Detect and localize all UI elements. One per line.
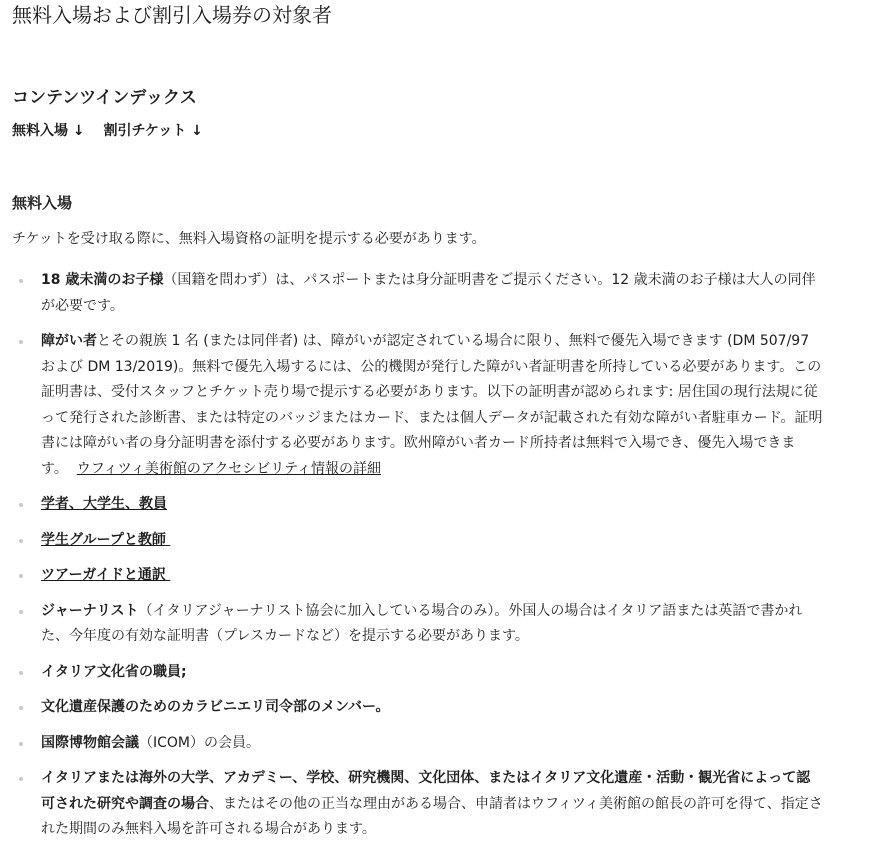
page: [0, 2, 875, 843]
accessibility-info-link[interactable]: ウフィツィ美術館のアクセシビリティ情報の詳細: [76, 460, 382, 477]
list-item-disabled: 障がい者とその親族 1 名 (または同伴者) は、障がいが認定されている場合に限り、無料で優先入場できます (DM 507/97 および DM 13/2019)。無料で優先入場するには、公的機関が発行した障がい者証明書を所持している必要があります。この証明書は、受付スタッフとチケット売り場で提示する必要があります。以下の証明書が認められます: 居住国の現行法規に従って発行された診断書、または特定のバッジまたはカード、または個人データが記載された有効な障がい者駐車カード。証明書には障がい者の身分証明書を添付する必要があります。欧州障がい者カード所持者は無料で入場でき、優先入場できます。 ウフィツィ美術館のアクセシビリティ情報の詳細: [12, 329, 863, 482]
list-item-children: 18 歳未満のお子様（国籍を問わず）は、パスポートまたは身分証明書をご提示ください。12 歳未満のお子様は大人の同伴が必要です。: [12, 268, 863, 319]
list-item-student-groups: [12, 528, 863, 554]
content-index-heading: コンテンツインデックス: [12, 88, 197, 108]
list-item-scholars: [12, 492, 863, 518]
list-item-icom: 国際博物館会議（ICOM）の会員。: [12, 731, 863, 757]
list-item-carabinieri: 文化遺産保護のためのカラビニエリ司令部のメンバー。: [12, 695, 863, 721]
student-groups-link[interactable]: 学生グループと教師: [41, 531, 166, 548]
scholars-link[interactable]: 学者、大学生、教員: [41, 496, 167, 512]
page-title: 無料入場および割引入場券の対象者: [12, 3, 332, 27]
list-item-ministry-staff: イタリア文化省の職員;: [12, 660, 863, 686]
list-item-journalists: ジャーナリスト（イタリアジャーナリスト協会に加入している場合のみ）。外国人の場合はイタリア語または英語で書かれた、今年度の有効な証明書（プレスカードなど）を提示する必要があります。: [12, 599, 863, 650]
list-item-tour-guides: [12, 563, 863, 589]
free-admission-intro: チケットを受け取る際に、無料入場資格の証明を提示する必要があります。: [12, 231, 486, 247]
list-item-research: イタリアまたは海外の大学、アカデミー、学校、研究機関、文化団体、またはイタリア文化遺産・活動・観光省によって認可された研究や調査の場合、またはその他の正当な理由がある場合、申請者はウフィツィ美術館の館長の許可を得て、指定された期間のみ無料入場を許可される場合があります。: [12, 766, 863, 843]
eligibility-list: [12, 268, 863, 843]
free-admission-heading: 無料入場: [12, 194, 73, 212]
tour-guides-link[interactable]: ツアーガイドと通訳: [41, 567, 166, 583]
toc-link-free-admission[interactable]: 無料入場 ↓: [12, 123, 85, 139]
content-index-links: [12, 121, 863, 141]
toc-link-discount-tickets[interactable]: 割引チケット ↓: [103, 123, 203, 139]
